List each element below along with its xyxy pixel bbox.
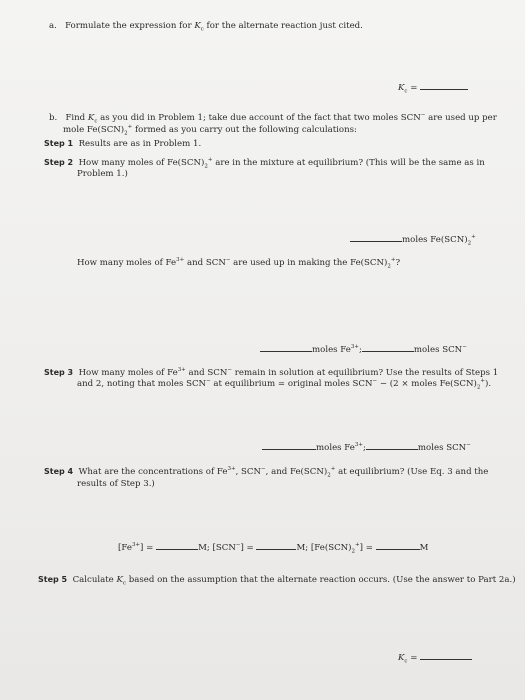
step-3-line1: Step 3 How many moles of $Fe^{3+}$ and SCN− remain in solution at equilibrium? Use the results of Steps 1 [44,367,499,378]
step-4-label: Step 4 [44,467,74,476]
step-2-line2: Problem 1.) [77,169,128,179]
step-2-line1: Step 2 How many moles of $Fe(SCN)_2^+$ are in the mixture at equilibrium? (This will be the same as in [44,157,485,170]
part-a-prompt: a. Formulate the expression for $K_c$ for the alternate reaction just cited. [49,21,363,33]
step-4-line2: results of Step 3.) [77,479,155,489]
part-a-answer: $K_c$ = [398,80,468,94]
kc-answer-blank-b[interactable] [420,650,472,660]
step-1: Step 1 Results are as in Problem 1. [44,139,202,149]
step-5-label: Step 5 [38,575,68,584]
conc-fescn-blank[interactable] [376,540,420,550]
part-b-line2: mole $Fe(SCN)_2^+$ formed as you carry out the following calculations: [63,124,357,137]
step-4-concentrations: $[Fe^{3+}] = M$; [SCN−] = M; $[Fe(SCN)_2^+] = M$ [118,540,428,554]
step-1-label: Step 1 [44,139,74,148]
moles-fescn-blank[interactable] [350,232,402,242]
step-2-answer-fe-scn: moles $Fe^{3+}$; moles SCN− [260,342,467,356]
conc-fe-blank[interactable] [156,540,198,550]
moles-scn-used-blank[interactable] [362,342,414,352]
step-5-answer: $K_c$ = [398,650,472,664]
step-4-line1: Step 4 What are the concentrations of $Fe^{3+}$, SCN−, and $Fe(SCN)_2^+$ at equilibrium? (Use Eq. 3 and the [44,466,489,479]
part-b-line1: b. Find $K_c$ as you did in Problem 1; take due account of the fact that two moles SCN− are used up per [49,112,497,125]
kc-answer-blank-a[interactable] [420,80,468,90]
step-2-label: Step 2 [44,158,74,167]
step-3-answer-fe-scn: moles $Fe^{3+}$; moles SCN− [262,440,471,454]
step-3-line2: and 2, noting that moles SCN− at equilibrium = original moles SCN− − (2 × moles $Fe(SCN)_2^+$). [77,378,492,391]
step-2-question2: How many moles of $Fe^{3+}$ and SCN− are used up in making the $Fe(SCN)_2^+$? [77,257,401,270]
moles-scn-remain-blank[interactable] [366,440,418,450]
step-5: Step 5 Calculate $K_c$ based on the assumption that the alternate reaction occurs. (Use the answer to Part 2a.) [38,575,516,587]
moles-fe-remain-blank[interactable] [262,440,316,450]
conc-scn-blank[interactable] [256,540,296,550]
step-2-answer-fescn: moles $Fe(SCN)_2^+$ [350,232,476,246]
step-3-label: Step 3 [44,368,74,377]
moles-fe-used-blank[interactable] [260,342,312,352]
